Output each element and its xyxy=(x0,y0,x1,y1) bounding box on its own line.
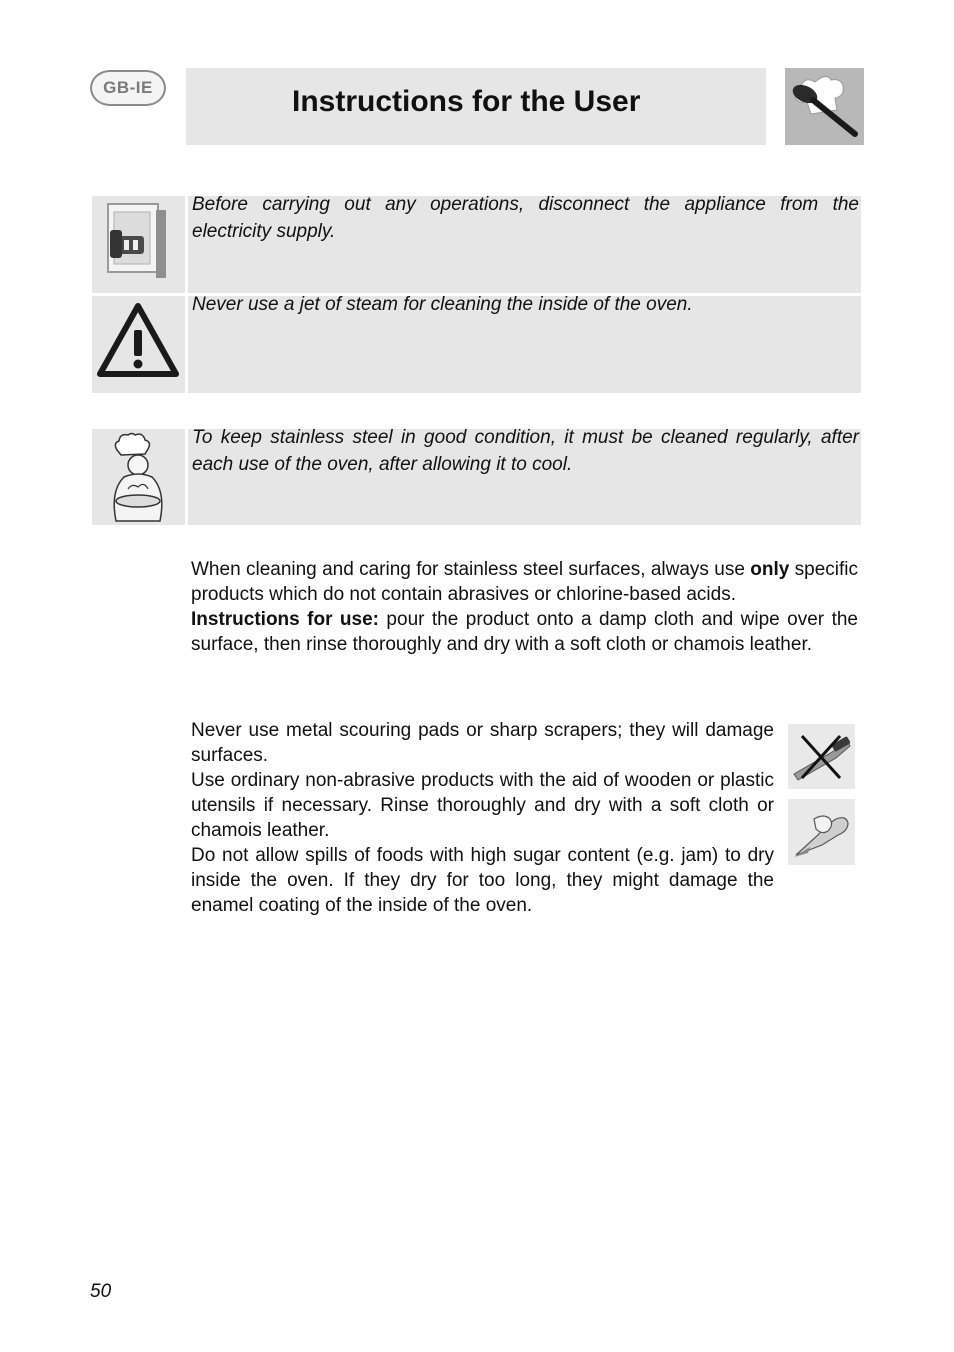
notice-icon-cell xyxy=(92,296,185,393)
notice-steam-text: Never use a jet of steam for cleaning the inside of the oven. xyxy=(192,294,693,315)
instructions-label: Instructions for use: xyxy=(191,609,379,630)
instructions-for-use-paragraph xyxy=(191,607,858,657)
notice-stainless-text: To keep stainless steel in good condition, it must be cleaned regularly, after each use of the oven, after allowing it to cool. xyxy=(192,427,859,475)
plug-socket-icon xyxy=(92,196,185,293)
stainless-text-part: specific products which do not contain abrasives or chlorine-based acids. xyxy=(191,559,858,605)
page-title: Instructions for the User xyxy=(292,85,641,118)
language-badge: GB-IE xyxy=(90,70,166,106)
notice-icon-cell xyxy=(92,429,185,525)
stainless-text-part: When cleaning and caring for stainless steel surfaces, always use xyxy=(191,559,751,580)
page-number: 50 xyxy=(90,1281,112,1302)
stainless-bold-only: only xyxy=(750,559,790,580)
instructions-text: pour the product onto a damp cloth and wipe over the surface, then rinse thoroughly and dry with a soft cloth or chamois leather. xyxy=(191,609,858,655)
chef-icon xyxy=(92,429,185,525)
sugar-spills-paragraph: Do not allow spills of foods with high sugar content (e.g. jam) to dry inside the oven. If they dry for too long, they might damage the enamel coating of the inside of the oven. xyxy=(191,845,774,916)
non-abrasive-paragraph: Use ordinary non-abrasive products with the aid of wooden or plastic utensils if necessary. Rinse thoroughly and dry with a soft cloth or chamois leather. xyxy=(191,770,774,841)
cleaning-cloth-hand-icon xyxy=(788,799,855,865)
notice-disconnect-text: Before carrying out any operations, disconnect the appliance from the electricity supply. xyxy=(192,194,859,242)
scouring-pads-paragraph: Never use metal scouring pads or sharp scrapers; they will damage surfaces. xyxy=(191,720,774,766)
spoon-chef-hat-icon xyxy=(785,68,864,145)
notice-icon-cell xyxy=(92,196,185,293)
scraper-crossed-icon xyxy=(788,724,855,789)
stainless-care-paragraph xyxy=(191,557,858,607)
warning-triangle-icon xyxy=(92,296,185,393)
